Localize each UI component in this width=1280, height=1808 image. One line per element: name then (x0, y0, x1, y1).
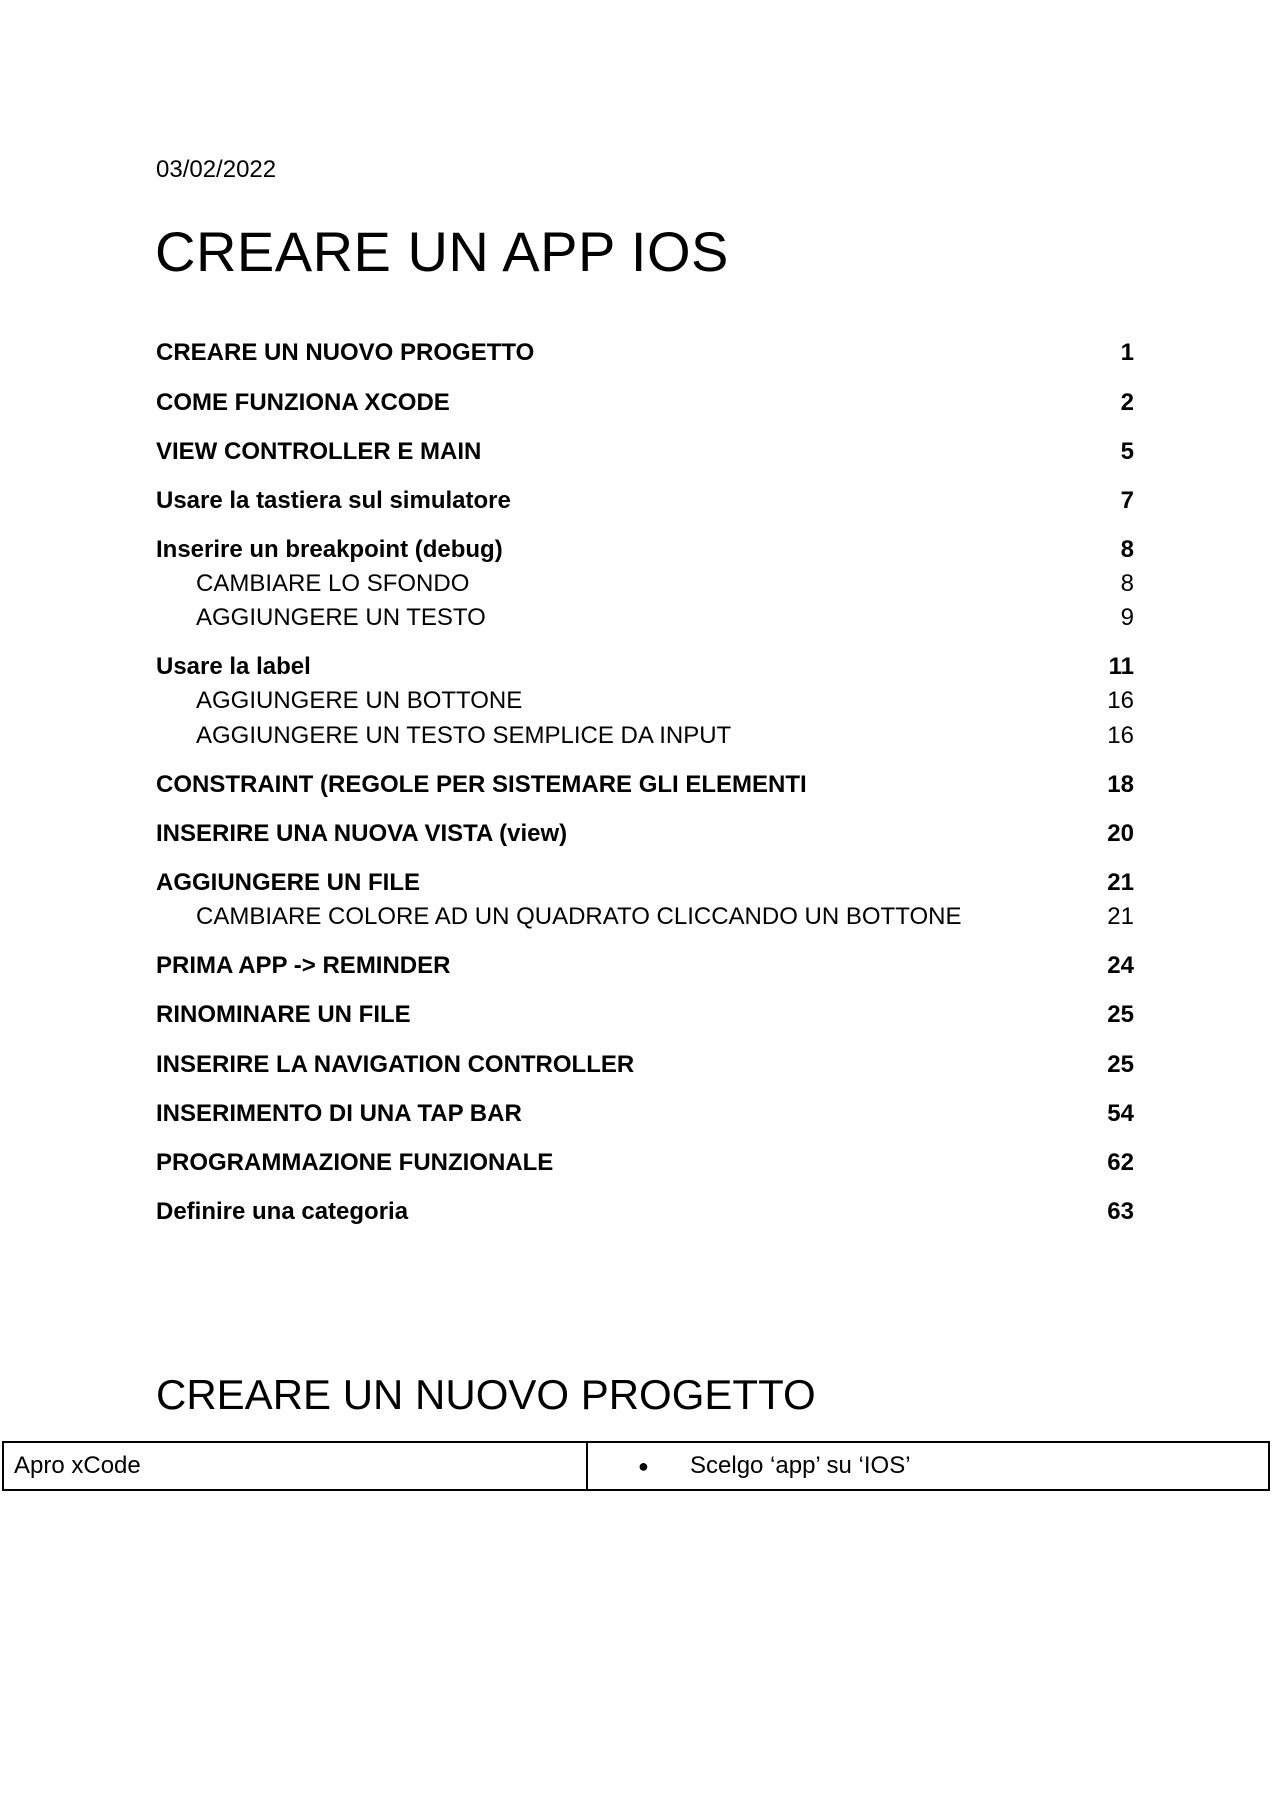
toc-entry-label: AGGIUNGERE UN FILE (156, 869, 421, 896)
toc-entry[interactable] (156, 902, 1134, 932)
bullet-text: Scelgo ‘app’ su ‘IOS’ (690, 1452, 911, 1479)
toc-entry-page: 16 (1107, 722, 1134, 749)
toc-entry[interactable] (156, 868, 1134, 898)
toc-entry-label: PRIMA APP -> REMINDER (156, 952, 451, 979)
toc-entry-label: AGGIUNGERE UN TESTO (196, 604, 486, 631)
toc-entry-label: PROGRAMMAZIONE FUNZIONALE (156, 1149, 554, 1176)
toc-entry[interactable] (156, 388, 1134, 418)
toc-entry-page: 25 (1107, 1001, 1134, 1028)
toc-entry[interactable] (156, 535, 1134, 565)
toc-entry-label: INSERIMENTO DI UNA TAP BAR (156, 1100, 522, 1127)
toc-entry-page: 25 (1107, 1051, 1134, 1078)
toc-entry-page: 20 (1107, 820, 1134, 847)
toc-entry-page: 16 (1107, 687, 1134, 714)
toc-entry-label: COME FUNZIONA XCODE (156, 389, 450, 416)
toc-entry-page: 2 (1120, 389, 1134, 416)
toc-entry[interactable] (156, 721, 1134, 751)
toc-entry-page: 9 (1120, 604, 1134, 631)
toc-entry-page: 8 (1120, 570, 1134, 597)
toc-entry[interactable] (156, 652, 1134, 682)
section-heading: CREARE UN NUOVO PROGETTO (156, 1371, 816, 1418)
toc-entry-label: Definire una categoria (156, 1198, 409, 1225)
toc-entry[interactable] (156, 569, 1134, 599)
toc-entry[interactable] (156, 1197, 1134, 1227)
document-date: 03/02/2022 (156, 156, 277, 183)
toc-entry[interactable] (156, 1050, 1134, 1080)
toc-entry-label: Usare la label (156, 653, 311, 680)
toc-entry-page: 8 (1120, 536, 1134, 563)
table-row (3, 1442, 1269, 1490)
toc-entry-page: 5 (1120, 438, 1134, 465)
toc-entry-label: VIEW CONTROLLER E MAIN (156, 438, 482, 465)
toc-entry-page: 21 (1107, 903, 1134, 930)
toc-entry[interactable] (156, 770, 1134, 800)
toc-entry[interactable] (156, 486, 1134, 516)
toc-entry-label: AGGIUNGERE UN TESTO SEMPLICE DA INPUT (196, 722, 732, 749)
toc-entry[interactable] (156, 686, 1134, 716)
bullet-item (598, 1452, 1258, 1480)
toc-entry-label: CAMBIARE COLORE AD UN QUADRATO CLICCANDO UN BOTTONE (196, 903, 962, 930)
toc-entry[interactable] (156, 1000, 1134, 1030)
toc-entry-label: INSERIRE LA NAVIGATION CONTROLLER (156, 1051, 635, 1078)
document-title: CREARE UN APP IOS (155, 220, 729, 283)
table-of-contents (156, 0, 1134, 1808)
toc-entry[interactable] (156, 437, 1134, 467)
toc-entry-page: 21 (1107, 869, 1134, 896)
toc-entry-page: 63 (1107, 1198, 1134, 1225)
toc-entry-page: 62 (1107, 1149, 1134, 1176)
toc-entry-label: CREARE UN NUOVO PROGETTO (156, 339, 535, 366)
toc-entry[interactable] (156, 1148, 1134, 1178)
toc-entry[interactable] (156, 338, 1134, 368)
toc-entry-label: Inserire un breakpoint (debug) (156, 536, 503, 563)
toc-entry-page: 24 (1107, 952, 1134, 979)
toc-entry-label: RINOMINARE UN FILE (156, 1001, 411, 1028)
toc-entry-label: AGGIUNGERE UN BOTTONE (196, 687, 523, 714)
toc-entry-page: 54 (1107, 1100, 1134, 1127)
toc-entry[interactable] (156, 819, 1134, 849)
toc-entry-page: 1 (1120, 339, 1134, 366)
table-cell-right (587, 1442, 1269, 1490)
content-table (2, 1441, 1270, 1491)
toc-entry-page: 11 (1108, 653, 1134, 680)
bullet-icon: ● (638, 1456, 649, 1476)
toc-entry[interactable] (156, 951, 1134, 981)
toc-entry-label: CAMBIARE LO SFONDO (196, 570, 470, 597)
toc-entry[interactable] (156, 603, 1134, 633)
toc-entry-label: CONSTRAINT (REGOLE PER SISTEMARE GLI ELEMENTI (156, 771, 807, 798)
table-cell-left: Apro xCode (3, 1442, 587, 1490)
toc-entry-page: 18 (1107, 771, 1134, 798)
toc-entry[interactable] (156, 1099, 1134, 1129)
toc-entry-label: Usare la tastiera sul simulatore (156, 487, 511, 514)
toc-entry-label: INSERIRE UNA NUOVA VISTA (view) (156, 820, 568, 847)
toc-entry-page: 7 (1120, 487, 1134, 514)
